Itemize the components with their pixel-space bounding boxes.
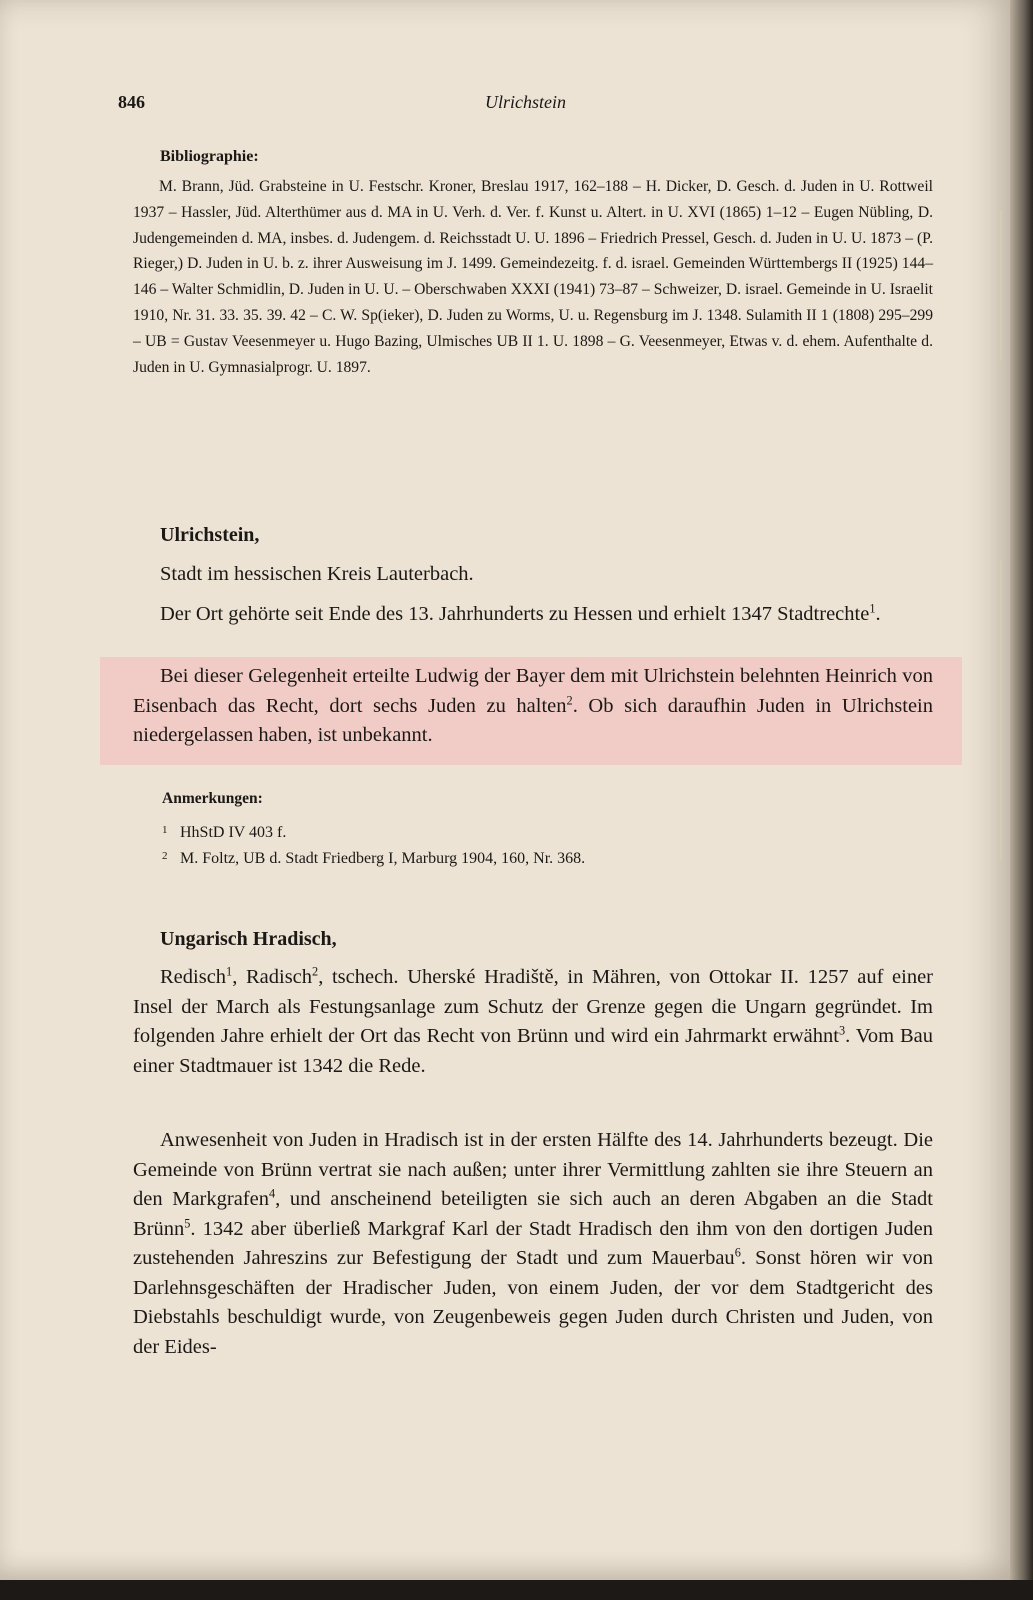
entry-title-ulrichstein: Ulrichstein, [160, 524, 260, 546]
page-number: 846 [118, 92, 145, 112]
footnote-ref: 2 [566, 693, 573, 708]
footnote-mark: 1 [162, 824, 168, 836]
running-title: Ulrichstein [485, 92, 566, 112]
footnote-ref: 5 [184, 1216, 191, 1231]
page-edge-line [1000, 210, 1002, 360]
paragraph-ulrichstein-2: Bei dieser Gelegenheit erteilte Ludwig der Bayer dem mit Ulrichstein belehnten Heinrich von Eisenbach das Recht, dort sechs Juden zu halten$^2$. Ob sich daraufhin Juden in Ulrichstein niedergelassen haben, ist unbekannt. [133, 665, 934, 746]
footnote-1: 1 HhStD IV 403 f. [162, 818, 962, 845]
footnote-ref: 2 [312, 964, 319, 979]
paragraph-hradisch-1: Redisch$^1$, Radisch$^2$, tschech. Uherské Hradiště, in Mähren, von Ottokar II. 1257 auf einer Insel der March als Festungsanlage zum Schutz der Grenze gegen die Ungarn gegründet. Im folgenden Jahre erhielt der Ort das Recht von Brünn und wird ein Jahrmarkt erwähnt$^3$. Vom Bau einer Stadtmauer ist 1342 die Rede. [133, 964, 934, 1077]
paragraph-hradisch-2: Anwesenheit von Juden in Hradisch ist in der ersten Hälfte des 14. Jahrhunderts bezeugt. Die Gemeinde von Brünn vertrat sie nach außen; unter ihrer Vermittlung zahlten sie ihre Steuern an den Markgrafen$^4$, und anscheinend beteiligten sie sich auch an deren Abgaben an die Stadt Brünn$^5$. 1342 aber überließ Markgraf Karl der Stadt Hradisch den ihm von den dortigen Juden zustehenden Jahreszins zur Befestigung der Stadt und zum Mauerbau$^6$. Sonst hören wir von Darlehnsgeschäften der Hradischer Juden, von einem Juden, der vor dem Stadtgericht des Diebstahls beschuldigt wurde, von Zeugenbeweis gegen Juden durch Christen und Juden, von der Eides- [133, 1129, 933, 1358]
page-edge-line [1000, 560, 1002, 860]
page-header [118, 92, 933, 122]
footnote-ref: 1 [226, 964, 233, 979]
book-edge [1010, 0, 1033, 1600]
bibliography-heading: Bibliographie: [160, 148, 259, 165]
paragraph-ulrichstein-1: Der Ort gehörte seit Ende des 13. Jahrhunderts zu Hessen und erhielt 1347 Stadtrechte$^1$. [160, 601, 881, 625]
footnote-ref: 6 [734, 1245, 741, 1260]
footnote-2: 2 M. Foltz, UB d. Stadt Friedberg I, Marburg 1904, 160, Nr. 368. [162, 844, 962, 871]
footnote-ref: 3 [838, 1023, 846, 1038]
bibliography-text: M. Brann, Jüd. Grabsteine in U. Festschr. Kroner, Breslau 1917, 162–188 – H. Dicker, D. Gesch. d. Juden in U. Rottweil 1937 – Hassler, Jüd. Alterthümer aus d. MA in U. Verh. d. Ver. f. Kunst u. Altert. in U. XVI (1865) 1–12 – Eugen Nübling, D. Judengemeinden d. MA, insbes. d. Judengem. d. Reichsstadt U. U. 1896 – Friedrich Pressel, Gesch. d. Juden in U. U. 1873 – (P. Rieger,) D. Juden in U. b. z. ihrer Ausweisung im J. 1499. Gemeindezeitg. f. d. israel. Gemeinden Württembergs II (1925) 144–146 – Walter Schmidlin, D. Juden in U. U. – Oberschwaben XXXI (1941) 73–87 – Schweizer, D. israel. Gemeinde in U. Israelit 1910, Nr. 31. 33. 35. 39. 42 – C. W. Sp(ieker), D. Juden zu Worms, U. u. Regensburg im J. 1348. Sulamith II 1 (1808) 295–299 – UB = Gustav Veesenmeyer u. Hugo Bazing, Ulmisches UB II 1. U. 1898 – G. Veesenmeyer, Etwas v. d. ehem. Aufenthalte d. Juden in U. Gymnasialprogr. U. 1897. [133, 178, 933, 376]
footnote-ref: 4 [268, 1186, 276, 1201]
footnote-ref: 1 [869, 601, 876, 616]
entry-subtitle-ulrichstein: Stadt im hessischen Kreis Lauterbach. [160, 563, 474, 585]
book-bottom-edge [0, 1580, 1033, 1600]
entry-title-ungarisch-hradisch: Ungarisch Hradisch, [160, 928, 337, 950]
notes-heading: Anmerkungen: [162, 790, 263, 807]
footnote-mark: 2 [162, 850, 168, 862]
